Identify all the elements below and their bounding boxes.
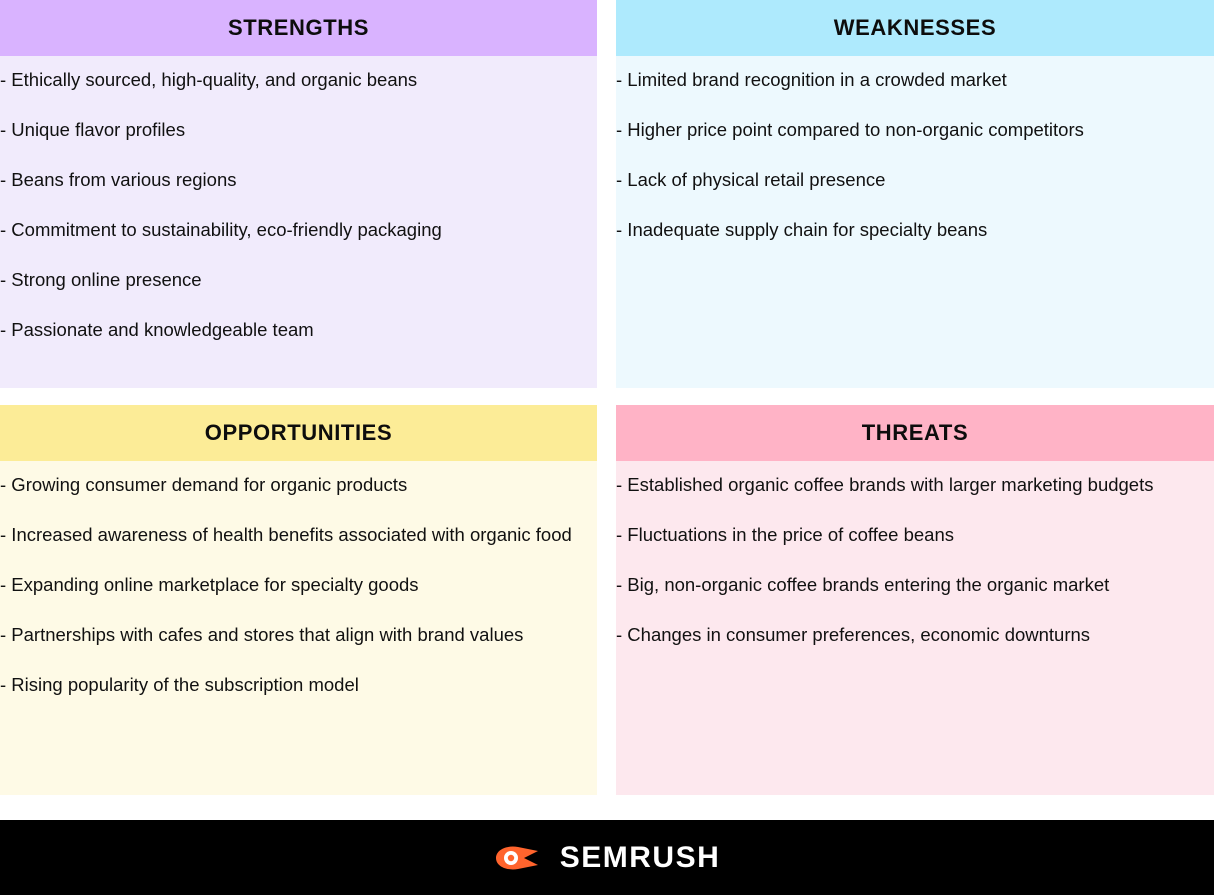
list-item: - Passionate and knowledgeable team [0,319,314,341]
quadrant-threats-list [616,461,1214,795]
list-item: - Limited brand recognition in a crowded market [616,69,1007,90]
quadrant-strengths-list [0,56,597,388]
quadrant-strengths-title: STRENGTHS [0,0,597,56]
list-item: - Partnerships with cafes and stores that align with brand values [0,624,524,646]
list-item: - Expanding online marketplace for specialty goods [0,574,419,596]
quadrant-weaknesses-list [616,56,1214,388]
quadrant-strengths [0,0,597,388]
list-item: - Commitment to sustainability, eco-friendly packaging [0,219,442,241]
list-item: - Changes in consumer preferences, economic downturns [616,624,1091,646]
quadrant-opportunities [0,405,597,795]
list-item: - Established organic coffee brands with larger marketing budgets [616,474,1154,495]
quadrant-weaknesses-title: WEAKNESSES [616,0,1214,56]
brand-name: SEMRUSH [559,840,721,874]
list-item: - Growing consumer demand for organic products [0,474,408,495]
list-item: - Lack of physical retail presence [616,169,886,191]
quadrant-threats [616,405,1214,795]
list-item: - Unique flavor profiles [0,119,186,141]
quadrant-weaknesses [616,0,1214,388]
semrush-logo-icon [494,843,546,873]
list-item: - Increased awareness of health benefits associated with organic food [0,524,572,546]
list-item: - Fluctuations in the price of coffee beans [616,524,954,546]
quadrant-opportunities-title: OPPORTUNITIES [0,405,597,461]
list-item: - Strong online presence [0,269,202,291]
list-item: - Big, non-organic coffee brands entering the organic market [616,574,1110,596]
list-item: - Beans from various regions [0,169,237,191]
list-item: - Ethically sourced, high-quality, and organic beans [0,69,418,90]
list-item: - Higher price point compared to non-organic competitors [616,119,1084,141]
list-item: - Inadequate supply chain for specialty beans [616,219,988,241]
brand-lockup [494,841,721,875]
footer-bar [0,820,1214,895]
quadrant-threats-title: THREATS [616,405,1214,461]
list-item: - Rising popularity of the subscription model [0,674,359,696]
quadrant-opportunities-list [0,461,597,795]
